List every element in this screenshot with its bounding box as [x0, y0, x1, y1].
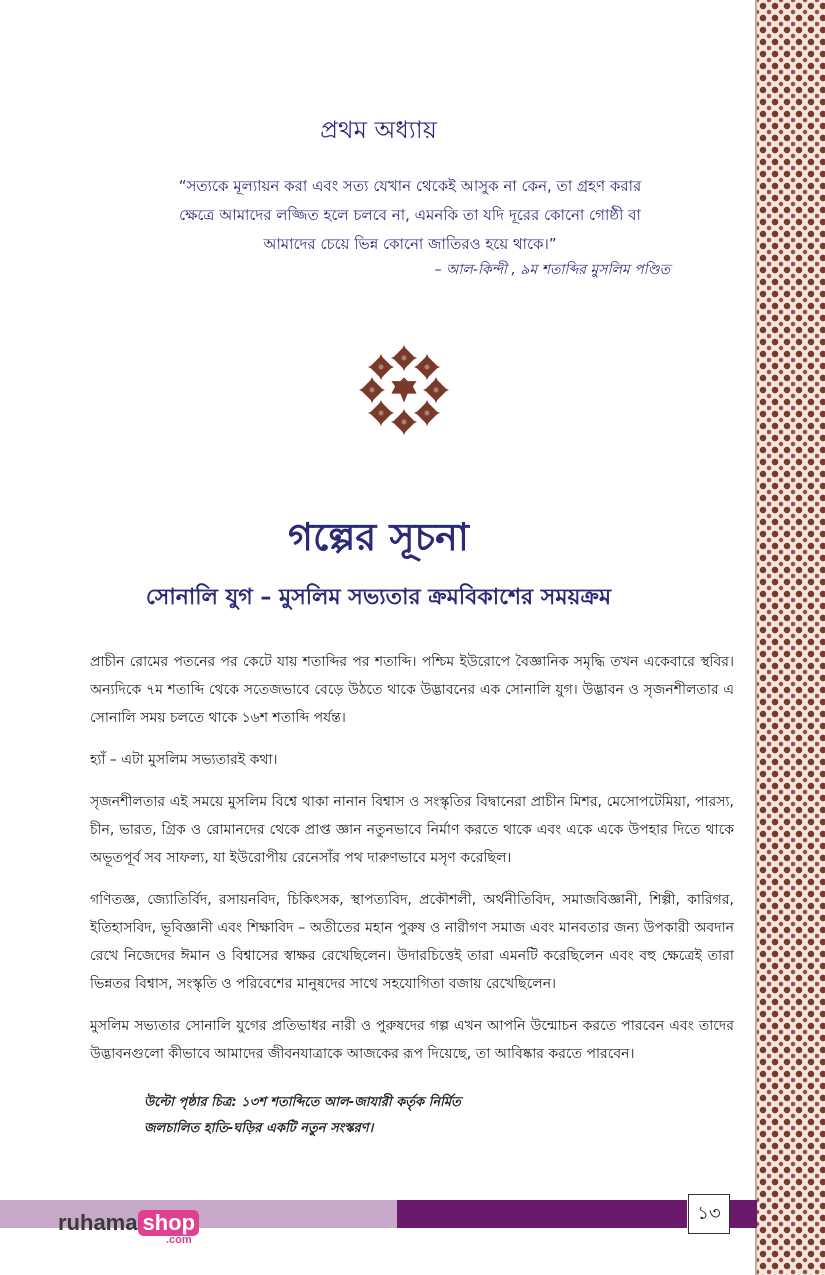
chapter-heading: প্রথম অধ্যায় — [320, 116, 437, 144]
figure-caption — [144, 1090, 604, 1142]
quote-attribution: – আল-কিন্দী , ৯ম শতাব্দির মুসলিম পণ্ডিত — [434, 262, 670, 278]
body-text — [90, 648, 734, 1082]
quote-line: আমাদের চেয়ে ভিন্ন কোনো জাতিরও হয়ে থাকে।” — [263, 235, 557, 253]
ornament-rosette-icon — [352, 338, 456, 442]
decorative-border-strip — [755, 0, 825, 1275]
section-title: গল্পের সূচনা — [288, 515, 469, 559]
quote-line: “সত্যকে মূল্যায়ন করা এবং সত্য যেখান থেকেই আসুক না কেন, তা গ্রহণ করার — [178, 177, 642, 195]
footer-bar-dark-end — [730, 1200, 757, 1228]
watermark-logo — [58, 1210, 199, 1246]
paragraph: প্রাচীন রোমের পতনের পর কেটে যায় শতাব্দির পর শতাব্দি। পশ্চিম ইউরোপে বৈজ্ঞানিক সমৃদ্ধি তখন একেবারে স্থবির। অন্যদিকে ৭ম শতাব্দি থেকে সতেজভাবে বেড়ে উঠতে থাকে উদ্ভাবনের এক সোনালি যুগ। উদ্ভাবন ও সৃজনশীলতার এ সোনালি সময় চলতে থাকে ১৬শ শতাব্দি পর্যন্ত। — [90, 654, 734, 726]
section-subtitle: সোনালি যুগ – মুসলিম সভ্যতার ক্রমবিকাশের সময়ক্রম — [145, 585, 612, 610]
watermark-part: shop — [138, 1210, 199, 1236]
caption-line: উল্টো পৃষ্ঠার চিত্র: ১৩শ শতাব্দিতে আল-জাযারী কর্তৃক নির্মিত — [144, 1095, 461, 1110]
paragraph: গণিতজ্ঞ, জ্যোতির্বিদ, রসায়নবিদ, চিকিৎসক, স্থাপত্যবিদ, প্রকৌশলী, অর্থনীতিবিদ, সমাজবিজ্ঞানী, শিল্পী, কারিগর, ইতিহাসবিদ, ভূবিজ্ঞানী এবং শিক্ষাবিদ – অতীতের মহান পুরুষ ও নারীগণ সমাজ এবং মানবতার জন্য উপকারী অবদান রেখে নিজেদের ঈমান ও বিশ্বাসের স্বাক্ষর রেখেছিলেন। উদারচিত্তেই তারা এমনটি করেছিলেন এবং বহু ক্ষেত্রেই তারা ভিন্নতর বিশ্বাস, সংস্কৃতি ও পরিবেশের মানুষদের সাথে সহযোগিতা বজায় রেখেছিলেন। — [90, 892, 734, 992]
epigraph-quote — [150, 172, 670, 259]
page-number: ১৩ — [688, 1194, 730, 1234]
paragraph: সৃজনশীলতার এই সময়ে মুসলিম বিশ্বে থাকা নানান বিশ্বাস ও সংস্কৃতির বিদ্বানেরা প্রাচীন মিশর, মেসোপটেমিয়া, পারস্য, চীন, ভারত, গ্রিক ও রোমানদের থেকে প্রাপ্ত জ্ঞান নতুনভাবে নির্মাণ করতে থাকে এবং একে একে উপহার দিতে থাকে অভূতপূর্ব সব সাফল্য, যা ইউরোপীয় রেনেসাঁর পথ দারুণভাবে মসৃণ করেছিল। — [90, 794, 734, 866]
quote-line: ক্ষেত্রে আমাদের লজ্জিত হলে চলবে না, এমনকি তা যদি দূরের কোনো গোষ্ঠী বা — [179, 206, 641, 224]
footer-bar-dark — [397, 1200, 687, 1228]
watermark-part: ruhama — [58, 1210, 138, 1235]
paragraph: হ্যাঁ – এটা মুসলিম সভ্যতারই কথা। — [90, 752, 278, 768]
watermark-part: .com — [166, 1234, 192, 1246]
paragraph: মুসলিম সভ্যতার সোনালি যুগের প্রতিভাধর নারী ও পুরুষদের গল্প এখন আপনি উন্মোচন করতে পারবেন এবং তাদের উদ্ভাবনগুলো কীভাবে আমাদের জীবনযাত্রাকে আজকের রূপ দিয়েছে, তা আবিষ্কার করতে পারবেন। — [90, 1018, 734, 1062]
caption-line: জলচালিত হাতি-ঘড়ির একটি নতুন সংস্করণ। — [144, 1121, 374, 1136]
